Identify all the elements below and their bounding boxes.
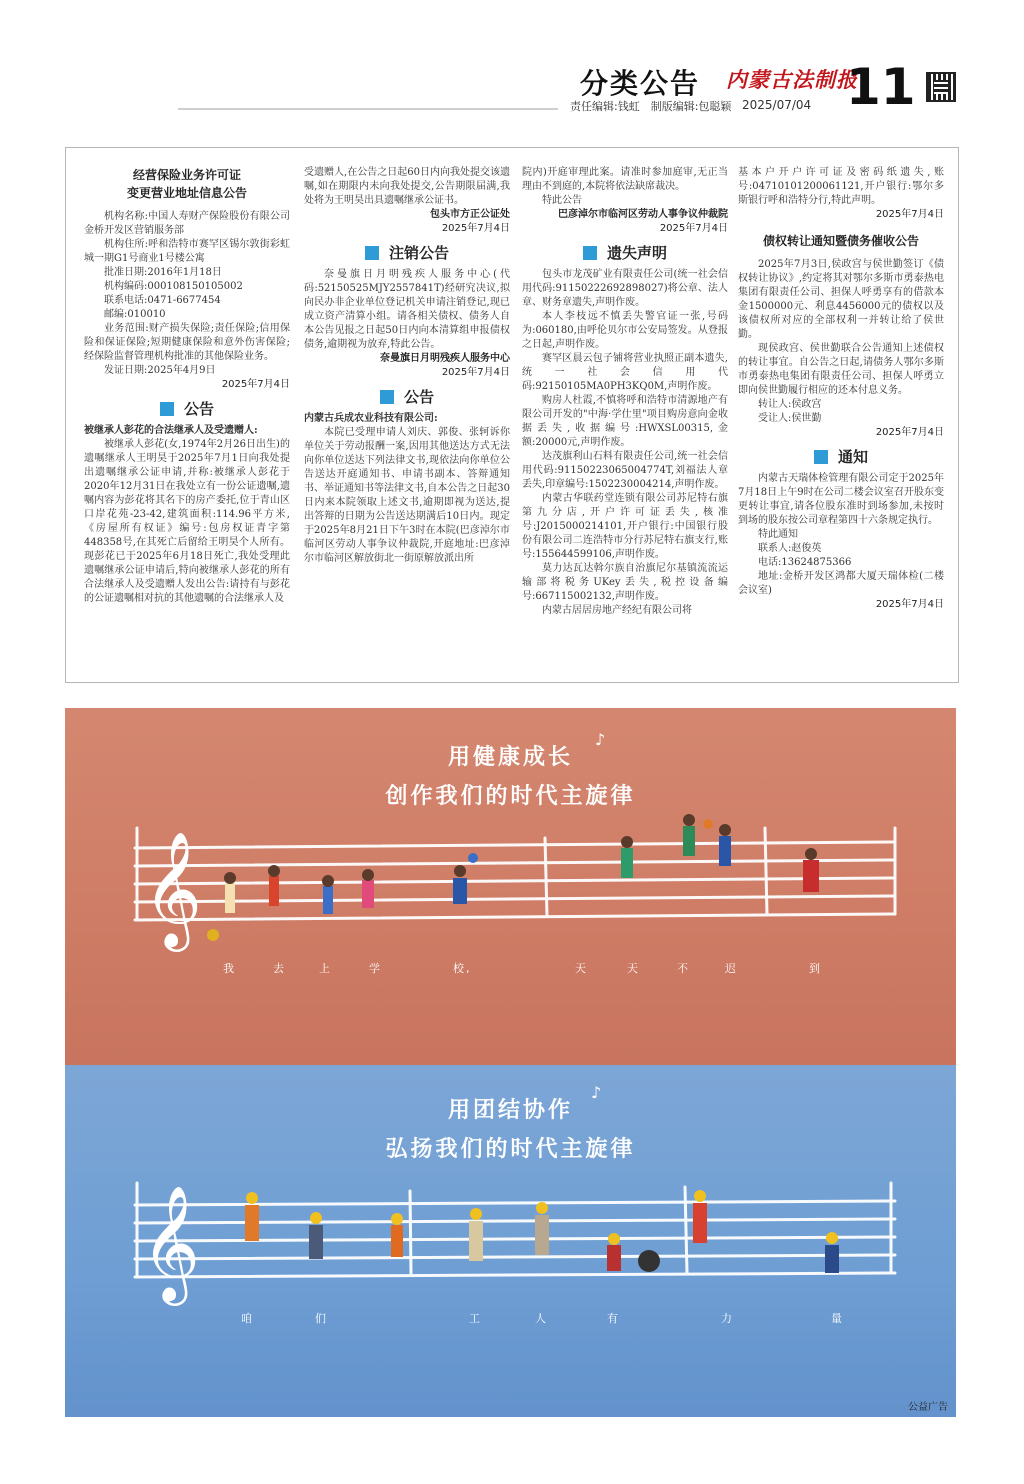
lyric-word: 有 — [607, 1312, 620, 1325]
section-square-icon — [814, 450, 828, 464]
qr-code-icon — [926, 72, 956, 102]
lyric-word: 不 — [677, 962, 690, 975]
issue-date: 2025/07/04 — [742, 98, 812, 112]
notice-body: 联系人:赵俊英 — [758, 543, 822, 554]
section-square-icon — [380, 390, 394, 404]
treble-clef-icon: 𝄞 — [143, 830, 203, 947]
lyric-word: 咱 — [241, 1312, 254, 1325]
header-rule — [178, 108, 558, 110]
lyric-word: 天 — [627, 962, 640, 975]
lyric-word: 迟 — [725, 962, 738, 975]
lyric-word: 力 — [721, 1312, 734, 1325]
public-ad-health — [65, 708, 956, 1065]
notice-column-3 — [522, 166, 728, 618]
section-square-icon — [160, 402, 174, 416]
music-note-icon: ♪ — [595, 730, 606, 749]
notice-addressee: 内蒙古兵成农业科技有限公司: — [304, 413, 438, 424]
notice-column-2 — [304, 166, 510, 566]
lyrics-line — [65, 960, 956, 980]
section-header-announcement: 公告 — [304, 390, 510, 404]
masthead — [0, 0, 1024, 130]
lyric-word: 工 — [469, 1312, 482, 1325]
section-square-icon — [583, 246, 597, 260]
notice-body: 购房人杜霞,不慎将呼和浩特市清源地产有限公司开发的"中海·学仕里"项目购房意向金收据丢失,收据编号:HWXSL00315,金额:20000元,声明作废。 — [522, 395, 728, 448]
notice-body: 特此通知 — [758, 529, 798, 540]
notice-body: 莫力达瓦达斡尔族自治旗尼尔基镇流流运输部将税务UKey丢失,税控设备编号:667115002132,声明作废。 — [522, 563, 728, 602]
notice-date: 2025年7月4日 — [441, 223, 510, 234]
section-square-icon — [365, 246, 379, 260]
lyric-word: 天 — [575, 962, 588, 975]
ad-headline: 用健康成长 创作我们的时代主旋律 — [385, 745, 636, 809]
notice-date: 2025年7月4日 — [441, 367, 510, 378]
notice-line: 邮编:010010 — [104, 309, 166, 320]
music-staff-illustration — [65, 708, 956, 1065]
notice-line: 批准日期:2016年1月18日 — [104, 267, 222, 278]
lyric-word: 人 — [535, 1312, 548, 1325]
notice-line: 发证日期:2025年4月9日 — [104, 365, 216, 376]
notice-signatory: 巴彦淖尔市临河区劳动人事争议仲裁院 — [558, 209, 728, 220]
insurance-notice-title: 经营保险业务许可证 变更营业地址信息公告 — [126, 168, 247, 200]
notice-body: 赛罕区晨云包子铺将营业执照正副本遗失,统一社会信用代码:92150105MA0PH3KQ0M,声明作废。 — [522, 353, 728, 392]
lyric-word: 们 — [315, 1312, 328, 1325]
notice-date: 2025年7月4日 — [659, 223, 728, 234]
notice-line: 机构名称:中国人寿财产保险股份有限公司金桥开发区营销服务部 — [84, 211, 290, 236]
section-header-cancellation: 注销公告 — [304, 246, 510, 260]
children-figures — [207, 814, 819, 941]
notice-body: 内蒙古天瑞体检管理有限公司定于2025年7月18日上午9时在公司二楼会议室召开股东变更转让事宜,请各位股东准时到场参加,未按时到场的股东按公司章程第四十六条规定执行。 — [738, 473, 944, 526]
notice-line: 业务范围:财产损失保险;责任保险;信用保险和保证保险;短期健康保险和意外伤害保险;经保险监督管理机构批准的其他保险业务。 — [84, 323, 290, 362]
notice-body: 本院已受理申请人刘庆、郭俊、张轲诉你单位关于劳动报酬一案,因用其他送达方式无法向你单位送达下列法律文书,现依法向你单位公告送达开庭通知书、申请书副本、答辩通知书、举证通知书等法律文书,自本公告之日起30日内来本院领取上述文书,逾期即视为送达,提出答辩的日期为公告送达期满后10日内。现定于2025年8月21日下午3时在本院(巴彦淖尔市临河区劳动人事争议仲裁院,开庭地址:巴彦淖尔市临河区解放街北一街原解放派出所 — [304, 427, 510, 564]
section-header-lost-statement: 遗失声明 — [522, 246, 728, 260]
ad-headline: 用团结协作 弘扬我们的时代主旋律 — [385, 1098, 636, 1162]
music-staff-illustration — [65, 1065, 956, 1417]
notice-body: 电话:13624875366 — [758, 557, 852, 568]
lyric-word: 到 — [809, 962, 822, 975]
lyric-word: 量 — [831, 1312, 844, 1325]
notice-body: 奈曼旗日月明残疾人服务中心(代码:52150525MJY2557841T)经研究决议,拟向民办非企业单位登记机关申请注销登记,现已成立资产清算小组。请各相关债权、债务人自本公告见报之日起50日内向本清算组申报债权债务,逾期视为放弃,特此公告。 — [304, 269, 510, 350]
notice-board — [65, 147, 959, 683]
notice-body: 受让人:侯世勤 — [758, 413, 822, 424]
notice-body: 本人李枝远不慎丢失警官证一张,号码为:060180,由呼伦贝尔市公安局签发。从登报之日起,声明作废。 — [522, 311, 728, 350]
notice-line: 机构住所:呼和浩特市赛罕区锡尔敦街彩虹城一期G1号商业1号楼公寓 — [84, 239, 290, 264]
notice-body: 基本户开户许可证及密码纸遗失,账号:04710101200061121,开户银行:鄂尔多斯银行呼和浩特分行,特此声明。 — [738, 167, 944, 206]
notice-body: 现侯政宫、侯世勤联合公告通知上述债权的转让事宜。自公告之日起,请债务人鄂尔多斯市勇泰热电集团有限责任公司、担保人呼勇立即向侯世勤履行相应的还本付息义务。 — [738, 343, 944, 396]
notice-body: 地址:金桥开发区鸿都大厦天瑞体检(二楼会议室) — [738, 571, 944, 596]
notice-date: 2025年7月4日 — [875, 209, 944, 220]
notice-body: 内蒙古居居房地产经纪有限公司将 — [542, 605, 692, 616]
lyric-word: 上 — [319, 962, 332, 975]
notice-body: 达茂旗利山石料有限责任公司,统一社会信用代码:91150223065004774T,刘福法人章丢失,印章编号:1502230004214,声明作废。 — [522, 451, 728, 490]
lyric-word: 我 — [223, 962, 236, 975]
editor-credits: 责任编辑:钱虹 制版编辑:包聪颖 — [570, 100, 732, 113]
notice-date: 2025年7月4日 — [875, 427, 944, 438]
section-title: 分类公告 — [580, 67, 701, 100]
page-number: 11 — [846, 58, 916, 116]
music-note-icon: ♪ — [591, 1083, 602, 1102]
notice-body: 内蒙古华联药堂连锁有限公司苏尼特右旗第九分店,开户许可证丢失,核准号:J2015000214101,开户银行:中国银行股份有限公司二连浩特市分行苏尼特右旗支行,账号:155644599106,声明作废。 — [522, 493, 728, 560]
newspaper-logo: 内蒙古法制报 — [726, 67, 858, 92]
lyrics-line — [65, 1310, 956, 1330]
notice-body: 包头市龙茂矿业有限责任公司(统一社会信用代码:91150222692898027)将公章、法人章、财务章遗失,声明作废。 — [522, 269, 728, 308]
notice-date: 2025年7月4日 — [221, 379, 290, 390]
notice-body: 特此公告 — [542, 195, 582, 206]
notice-body: 受遗赠人,在公告之日起60日内向我处提交该遗嘱,如在期限内未向我处提交,公告期限届满,我处将为王明昊出具遗嘱继承公证书。 — [304, 167, 510, 206]
notice-line: 联系电话:0471-6677454 — [104, 295, 221, 306]
notice-body: 转让人:侯政宫 — [758, 399, 822, 410]
notice-column-4 — [738, 166, 944, 612]
notice-body: 2025年7月3日,侯政宫与侯世勤签订《债权转让协议》,约定将其对鄂尔多斯市勇泰热电集团有限责任公司、担保人呼勇享有的借款本金1500000元、利息4456000元的债权以及该债权所对应的全部权利一并转让给了侯世勤。 — [738, 259, 944, 340]
notice-column-1 — [84, 166, 290, 606]
notice-signatory: 奈曼旗日月明残疾人服务中心 — [380, 353, 510, 364]
notice-signatory: 包头市方正公证处 — [430, 209, 510, 220]
notice-date: 2025年7月4日 — [875, 599, 944, 610]
ad-credit: 公益广告 — [908, 1402, 948, 1413]
section-header-announcement: 公告 — [84, 402, 290, 416]
lyric-word: 校, — [453, 962, 472, 975]
section-header-notice: 通知 — [738, 450, 944, 464]
public-ad-workers — [65, 1065, 956, 1417]
notice-body: 院内)开庭审理此案。请准时参加庭审,无正当理由不到庭的,本院将依法缺席裁决。 — [522, 167, 728, 192]
debt-notice-title: 债权转让通知暨债务催收公告 — [762, 234, 919, 248]
lyric-word: 学 — [369, 962, 382, 975]
treble-clef-icon: 𝄞 — [141, 1184, 201, 1301]
notice-line: 机构编码:000108150105002 — [104, 281, 243, 292]
notice-body: 被继承人彭花(女,1974年2月26日出生)的遗嘱继承人王明昊于2025年7月1日向我处提出遗嘱继承公证申请,并称:被继承人彭花于2020年12月31日在我处立有一份公证遗嘱,遗嘱内容为彭花将其名下的房产委托,位于青山区口岸花苑-23-42,建筑面积:114.96平方米,《房屋所有权证》编号:包房权证青字第448358号,在其死亡后留给王明昊个人所有。现彭花已于2025年6月18日死亡,我处受理此遗嘱继承公证申请后,特向被继承人彭花的所有合法继承人及受遗赠人发出公告:请持有与彭花的公证遗嘱相对抗的其他遗嘱的合法继承人及 — [84, 439, 290, 604]
lyric-word: 去 — [273, 962, 286, 975]
notice-addressee: 被继承人彭花的合法继承人及受遗赠人: — [84, 425, 258, 436]
